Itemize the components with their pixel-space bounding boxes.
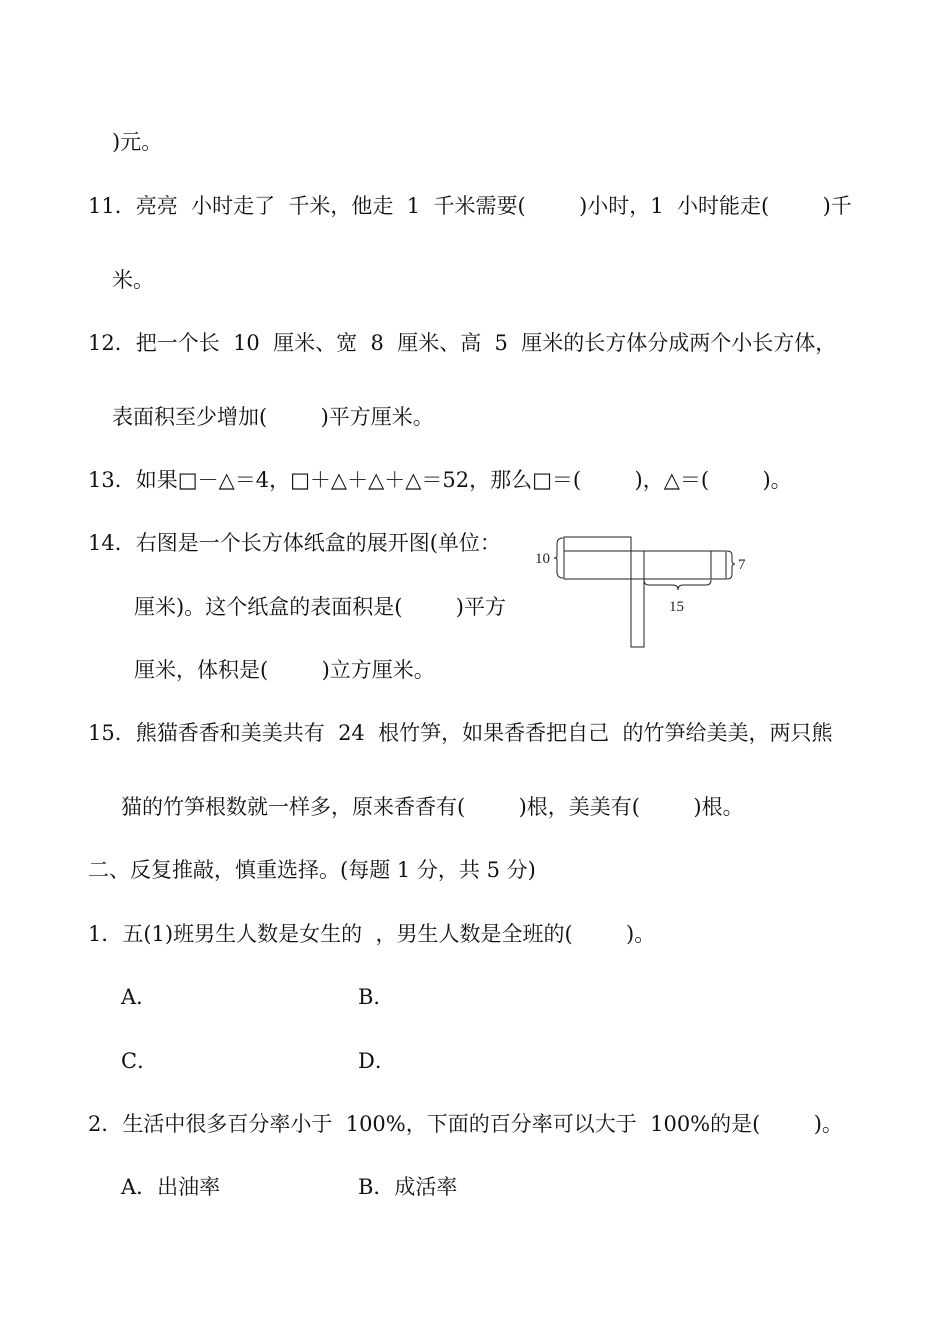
choice-question-1: 1．五(1)班男生人数是女生的 ，男生人数是全班的( )。 xyxy=(88,922,656,946)
label-height: 10 xyxy=(535,551,550,567)
main-strip xyxy=(564,551,726,579)
choice-1-option-a: A． xyxy=(121,985,158,1009)
question-15: 15．熊猫香香和美美共有 24 根竹笋，如果香香把自己 的竹笋给美美，两只熊 xyxy=(88,721,833,745)
choice-2-option-a: A．出油率 xyxy=(121,1175,221,1199)
question-11-cont: 米。 xyxy=(112,268,154,292)
question-11: 11．亮亮 小时走了 千米，他走 1 千米需要( )小时，1 小时能走( )千 xyxy=(88,194,852,218)
box-net-figure xyxy=(530,530,760,650)
question-13: 13．如果□－△＝4，□＋△＋△＋△＝52，那么□＝( )，△＝( )。 xyxy=(88,468,792,492)
question-12-cont: 表面积至少增加( )平方厘米。 xyxy=(112,405,434,429)
top-flap xyxy=(564,537,631,551)
bottom-flap xyxy=(631,579,644,647)
question-12: 12．把一个长 10 厘米、宽 8 厘米、高 5 厘米的长方体分成两个小长方体， xyxy=(88,331,837,355)
question-15-cont: 猫的竹笋根数就一样多，原来香香有( )根，美美有( )根。 xyxy=(121,795,744,819)
section-2-heading: 二、反复推敲，慎重选择。(每题 1 分，共 5 分) xyxy=(88,858,536,882)
choice-1-option-d: D． xyxy=(358,1049,396,1073)
question-14: 14．右图是一个长方体纸盒的展开图(单位： xyxy=(88,531,501,555)
choice-1-option-c: C． xyxy=(121,1049,159,1073)
question-14-cont-1: 厘米)。这个纸盒的表面积是( )平方 xyxy=(134,595,506,619)
label-width: 7 xyxy=(738,557,746,573)
label-length: 15 xyxy=(669,599,684,615)
choice-question-2: 2．生活中很多百分率小于 100%，下面的百分率可以大于 100%的是( )。 xyxy=(88,1112,843,1136)
question-14-cont-2: 厘米，体积是( )立方厘米。 xyxy=(134,658,435,682)
left-brace xyxy=(554,538,563,578)
bottom-brace xyxy=(644,580,711,590)
right-brace xyxy=(727,551,735,579)
choice-2-option-b: B．成活率 xyxy=(358,1175,458,1199)
choice-1-option-b: B． xyxy=(358,985,395,1009)
text-line-0: )元。 xyxy=(112,130,163,154)
